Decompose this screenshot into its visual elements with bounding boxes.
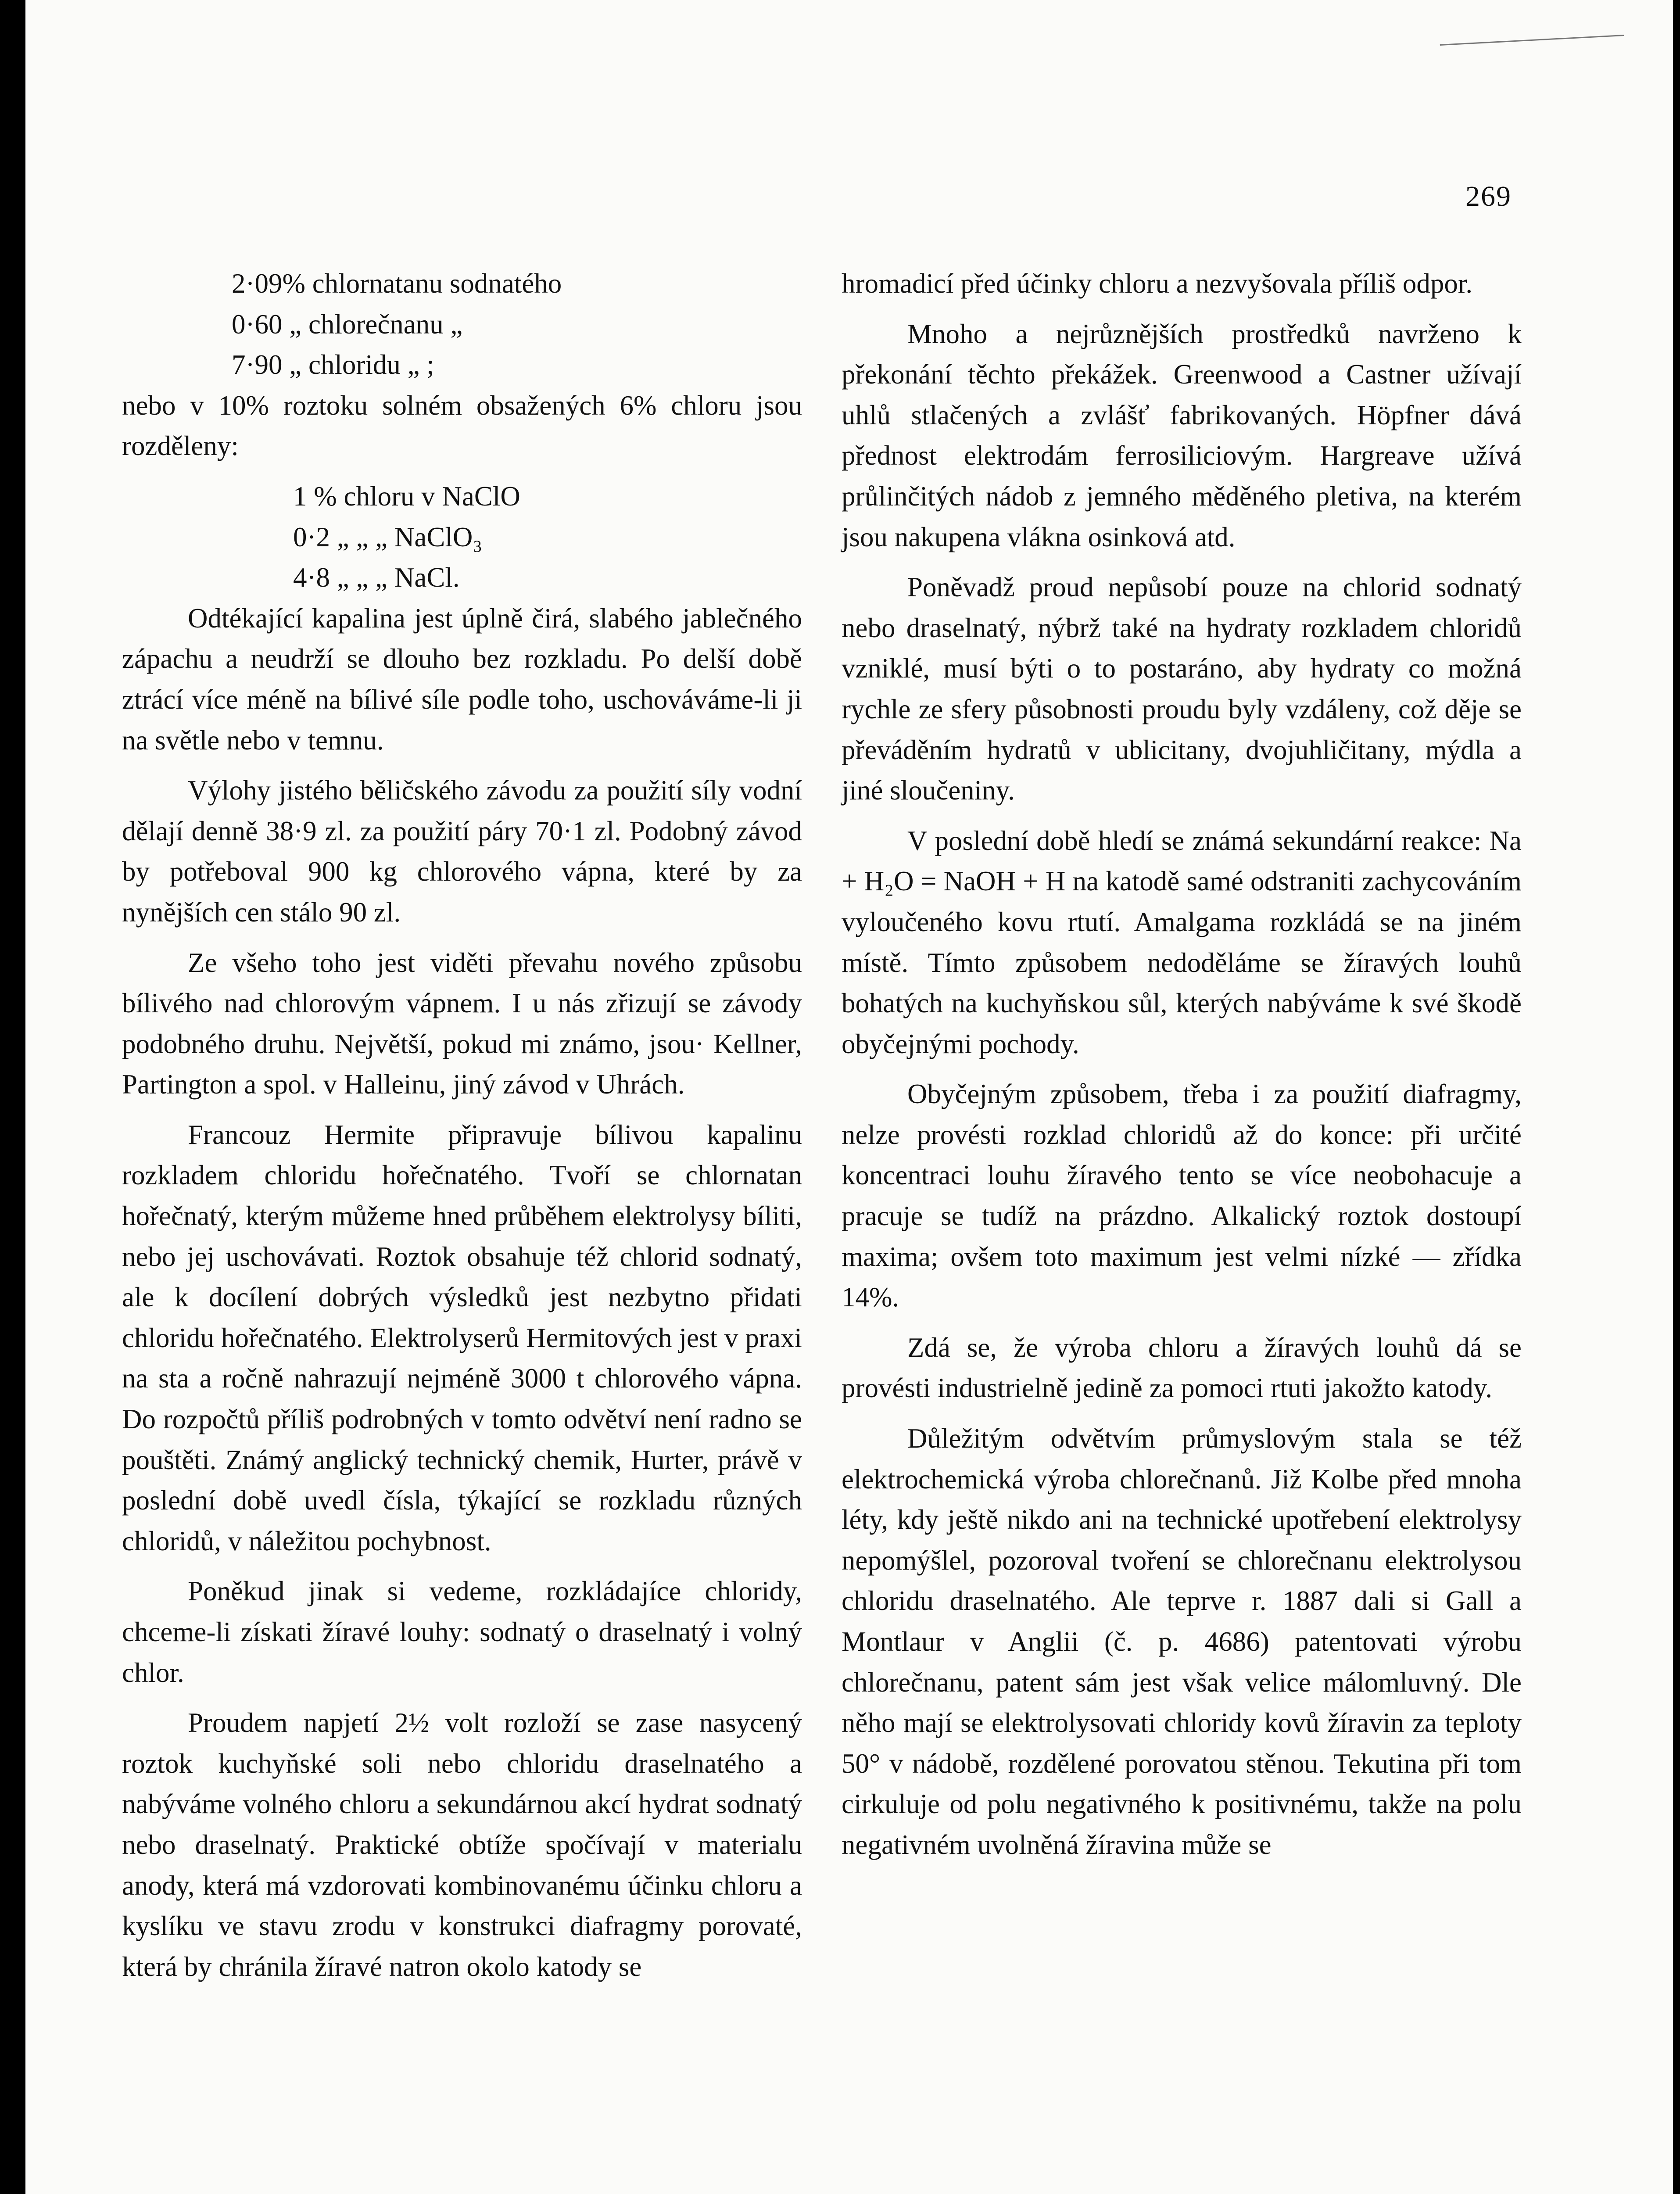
list-item: 2·09% chlornatanu sodnatého xyxy=(232,268,562,299)
paragraph: Poněkud jinak si vedeme, rozkládajíce chloridy, chceme-li získati žíravé louhy: sodnatý o draselnatý i volný chlor. xyxy=(122,1576,802,1688)
scan-artifact-line xyxy=(1439,8,1624,46)
paragraph: Důležitým odvětvím průmyslovým stala se též elektrochemická výroba chlorečnanů. Již Kolbe před mnoha léty, kdy ještě nikdo ani na technické upotřebení elektrolysy nepomýšlel, pozoroval tvoření se chlorečnanu elektrolysou chloridu draselnatého. Ale teprve r. 1887 dali si Gall a Montlaur v Anglii (č. p. 4686) patentovati výrobu chlorečnanu, patent sám jest však velice málomluvný. Dle něho mají se elektrolysovati chloridy kovů žíravin za teploty 50° v nádobě, rozdělené porovatou stěnou. Tekutina při tom cirkuluje od polu negativného k positivnému, takže na polu negativném uvolněná žíravina může se xyxy=(842,1423,1522,1860)
list-item: 7·90 „ chloridu „ ; xyxy=(232,349,434,380)
chlorine-distribution-list xyxy=(122,476,802,598)
paragraph: V poslední době hledí se známá sekundární reakce: Na + H₂O = NaOH + H na katodě samé odstraniti zachycováním vyloučeného kovu rtutí. Amalgama rozkládá se na jiném místě. Tímto způsobem nedoděláme se žíravých louhů bohatých na kuchyňskou sůl, kterých nabýváme k své škodě obyčejnými pochody. xyxy=(842,825,1522,1059)
paragraph: Výlohy jistého běličského závodu za použití síly vodní dělají denně 38·9 zl. za použití páry 70·1 zl. Podobný závod by potřeboval 900 kg chlorového vápna, které by za nynějších cen stálo 90 zl. xyxy=(122,775,802,928)
list-item: 4·8 „ „ „ NaCl. xyxy=(293,562,460,593)
list-item: 0·2 „ „ „ NaClO₃ xyxy=(293,521,483,552)
paragraph: Francouz Hermite připravuje bílivou kapalinu rozkladem chloridu hořečnatého. Tvoří se chlornatan hořečnatý, kterým můžeme hned průběhem elektrolysy bíliti, nebo jej uschovávati. Roztok obsahuje též chlorid sodnatý, ale k docílení dobrých výsledků jest nezbytno přidati chloridu hořečnatého. Elektrolyserů Hermitových jest v praxi na sta a ročně nahrazují nejméně 3000 t chlorového vápna. Do rozpočtů příliš podrobných v tomto odvětví není radno se pouštěti. Známý anglický technický chemik, Hurter, právě v poslední době uvedl čísla, týkající se rozkladu různých chloridů, v náležitou pochybnost. xyxy=(122,1119,802,1556)
paragraph: nebo v 10% roztoku solném obsažených 6% chloru jsou rozděleny: xyxy=(122,390,802,462)
paragraph: Obyčejným způsobem, třeba i za použití diafragmy, nelze provésti rozklad chloridů až do konce: při určité koncentraci louhu žíravého tento se více neobohacuje a pracuje se tudíž na prázdno. Alkalický roztok dostoupí maxima; ovšem toto maximum jest velmi nízké — zřídka 14%. xyxy=(842,1079,1522,1313)
list-item: 0·60 „ chlorečnanu „ xyxy=(232,308,463,340)
left-column xyxy=(122,263,802,1997)
paragraph: Poněvadž proud nepůsobí pouze na chlorid sodnatý nebo draselnatý, nýbrž také na hydraty rozkladem chloridů vzniklé, musí býti o to postaráno, aby hydraty co možná rychle ze sfery působnosti proudu byly vzdáleny, což děje se převáděním hydratů v ublicitany, dvojuhličitany, mýdla a jiné sloučeniny. xyxy=(842,572,1522,806)
scan-border-right xyxy=(1673,0,1680,2194)
paragraph: Ze všeho toho jest viděti převahu nového způsobu bílivého nad chlorovým vápnem. I u nás zřizují se závody podobného druhu. Největší, pokud mi známo, jsou· Kellner, Partington a spol. v Halleinu, jiný závod v Uhrách. xyxy=(122,947,802,1100)
paragraph: Mnoho a nejrůznějších prostředků navrženo k překonání těchto překážek. Greenwood a Castner užívají uhlů stlačených a zvlášť fabrikovaných. Höpfner dává přednost elektrodám ferrosiliciovým. Hargreave užívá průlinčitých nádob z jemného měděného pletiva, na kterém jsou nakupena vlákna osinková atd. xyxy=(842,318,1522,552)
right-column xyxy=(842,263,1522,1875)
paragraph: hromadicí před účinky chloru a nezvyšovala příliš odpor. xyxy=(842,268,1473,299)
scan-border-left xyxy=(0,0,25,2194)
paragraph: Zdá se, že výroba chloru a žíravých louhů dá se provésti industrielně jedině za pomoci rtuti jakožto katody. xyxy=(842,1332,1522,1404)
list-item: 1 % chloru v NaClO xyxy=(293,480,520,512)
page-number: 269 xyxy=(1465,180,1512,212)
paragraph: Odtékající kapalina jest úplně čirá, slabého jablečného zápachu a neudrží se dlouho bez rozkladu. Po delší době ztrácí více méně na bílivé síle podle toho, uschováváme-li ji na světle nebo v temnu. xyxy=(122,602,802,756)
paragraph: Proudem napjetí 2½ volt rozloží se zase nasycený roztok kuchyňské soli nebo chloridu draselnatého a nabýváme volného chloru a sekundárnou akcí hydrat sodnatý nebo draselnatý. Praktické obtíže spočívají v materialu anody, která má vzdorovati kombinovanému účinku chloru a kyslíku ve stavu zrodu v konstrukci diafragmy porovaté, která by chránila žíravé natron okolo katody se xyxy=(122,1707,802,1982)
composition-list xyxy=(122,263,802,385)
